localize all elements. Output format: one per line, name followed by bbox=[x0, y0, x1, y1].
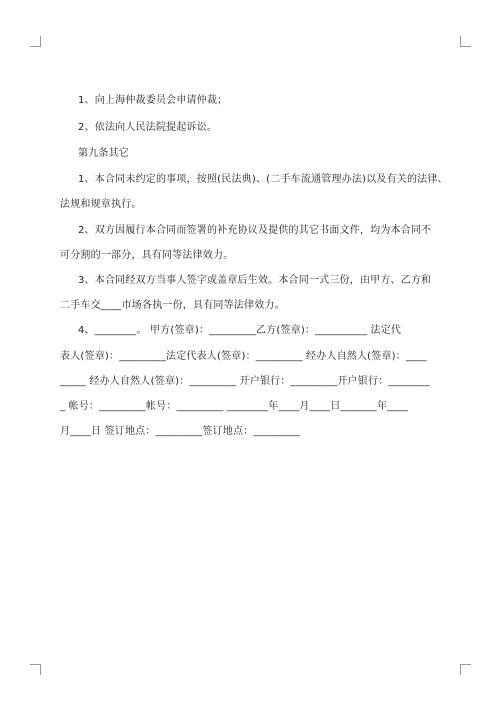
page-corner-mark-top-left bbox=[30, 36, 41, 47]
page-corner-mark-top-right bbox=[460, 36, 471, 47]
signature-line-2: 表人(签章)：_________法定代表人(签章)：_________ 经办人自然人(签章)：____ bbox=[60, 351, 427, 362]
text-line-clause-1-cont: 法规和规章执行。 bbox=[60, 199, 142, 210]
text-line-clause-3-cont: 二手车交____市场各执一份，具有同等法律效力。 bbox=[60, 300, 285, 311]
page-corner-mark-bottom-right bbox=[460, 664, 471, 675]
signature-line-5: 月____日 签订地点：_________签订地点：_________ bbox=[60, 426, 301, 437]
text-line-litigation: 2、依法向人民法院提起诉讼。 bbox=[78, 122, 218, 133]
signature-line-4: _ 帐号：_________帐号：_________ ________年____月____日_______年____ bbox=[60, 401, 408, 412]
text-line-clause-3: 3、本合同经双方当事人签字或盖章后生效。本合同一式三份，由甲方、乙方和 bbox=[78, 275, 432, 286]
text-line-clause-2-cont: 可分割的一部分，具有同等法律效力。 bbox=[60, 250, 234, 261]
text-line-clause-2: 2、双方因履行本合同而签署的补充协议及提供的其它书面文件，均为本合同不 bbox=[78, 225, 432, 236]
signature-line-1: 4、________。 甲方(签章)：_________乙方(签章)：__________ 法定代 bbox=[78, 325, 402, 336]
text-line-arbitration: 1、向上海仲裁委员会申请仲裁； bbox=[78, 95, 228, 106]
article-9-heading: 第九条其它 bbox=[78, 148, 129, 159]
signature-line-3: _____ 经办人自然人(签章)：_________ 开户银行：_________开户银行：________ bbox=[60, 376, 430, 387]
page-corner-mark-bottom-left bbox=[30, 664, 41, 675]
text-line-clause-1: 1、本合同未约定的事项，按照(民法典)、(二手车流通管理办法)以及有关的法律、 bbox=[78, 174, 448, 185]
